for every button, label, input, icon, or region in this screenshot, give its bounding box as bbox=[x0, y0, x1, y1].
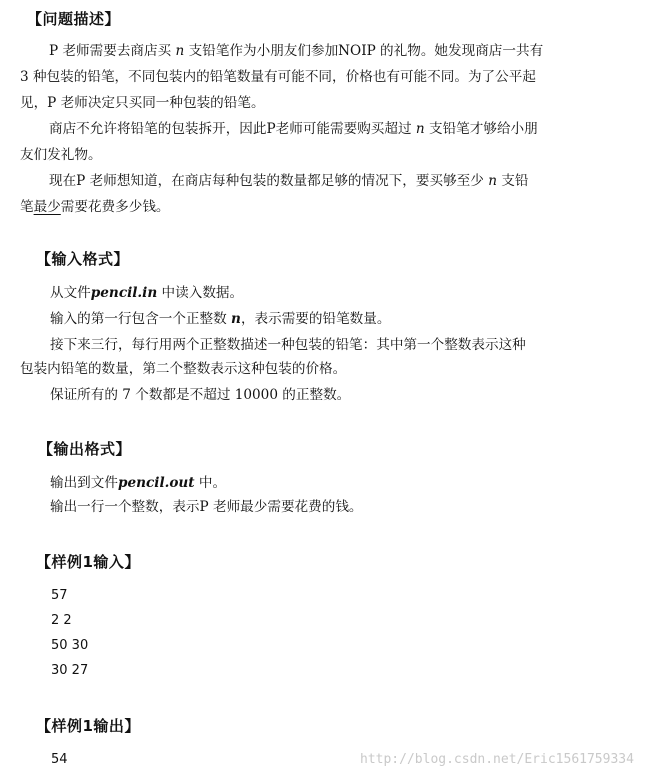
input-file-name: pencil.in bbox=[90, 285, 158, 301]
input-line-3: 接下来三行，每行用两个正整数描述一种包装的铅笔：其中第一个整数表示这种 bbox=[50, 337, 526, 353]
sample-input-heading: 【样例1输入】 bbox=[36, 553, 140, 571]
output-format-heading: 【输出格式】 bbox=[38, 440, 132, 458]
problem-line-6: 现在P 老师想知道，在商店每种包装的数量都足够的情况下，要买够至少 n 支铅 bbox=[49, 173, 529, 189]
problem-heading: 【问题描述】 bbox=[27, 10, 121, 28]
underlined-least: 最少 bbox=[33, 199, 61, 215]
watermark: http://blog.csdn.net/Eric1561759334 bbox=[360, 752, 634, 767]
problem-line-7: 笔最少需要花费多少钱。 bbox=[20, 199, 170, 215]
output-line-2: 输出一行一个整数，表示P 老师最少需要花费的钱。 bbox=[50, 499, 363, 515]
input-line-1: 从文件pencil.in 中读入数据。 bbox=[50, 285, 244, 301]
input-format-heading: 【输入格式】 bbox=[36, 250, 130, 268]
sample-input-line: 2 2 bbox=[51, 613, 72, 628]
input-line-5: 保证所有的 7 个数都是不超过 10000 的正整数。 bbox=[50, 387, 351, 403]
input-line-2: 输入的第一行包含一个正整数 n，表示需要的铅笔数量。 bbox=[50, 311, 391, 327]
problem-line-5: 友们发礼物。 bbox=[20, 147, 102, 163]
problem-line-1: P 老师需要去商店买 n 支铅笔作为小朋友们参加NOIP 的礼物。她发现商店一共有 bbox=[49, 43, 544, 59]
sample-output-heading: 【样例1输出】 bbox=[36, 717, 140, 735]
problem-line-4: 商店不允许将铅笔的包装拆开，因此P老师可能需要购买超过 n 支铅笔才够给小朋 bbox=[49, 121, 538, 137]
sample-input-line: 30 27 bbox=[51, 663, 89, 678]
sample-input-line: 50 30 bbox=[51, 638, 89, 653]
output-file-name: pencil.out bbox=[117, 475, 195, 491]
output-line-1: 输出到文件pencil.out 中。 bbox=[50, 475, 227, 491]
sample-output-line: 54 bbox=[51, 752, 68, 767]
input-line-4: 包装内铅笔的数量，第二个整数表示这种包装的价格。 bbox=[20, 361, 347, 377]
problem-line-2: 3 种包装的铅笔，不同包装内的铅笔数量有可能不同，价格也有可能不同。为了公平起 bbox=[20, 69, 536, 85]
problem-line-3: 见，P 老师决定只买同一种包装的铅笔。 bbox=[20, 95, 265, 111]
sample-input-line: 57 bbox=[51, 588, 68, 603]
